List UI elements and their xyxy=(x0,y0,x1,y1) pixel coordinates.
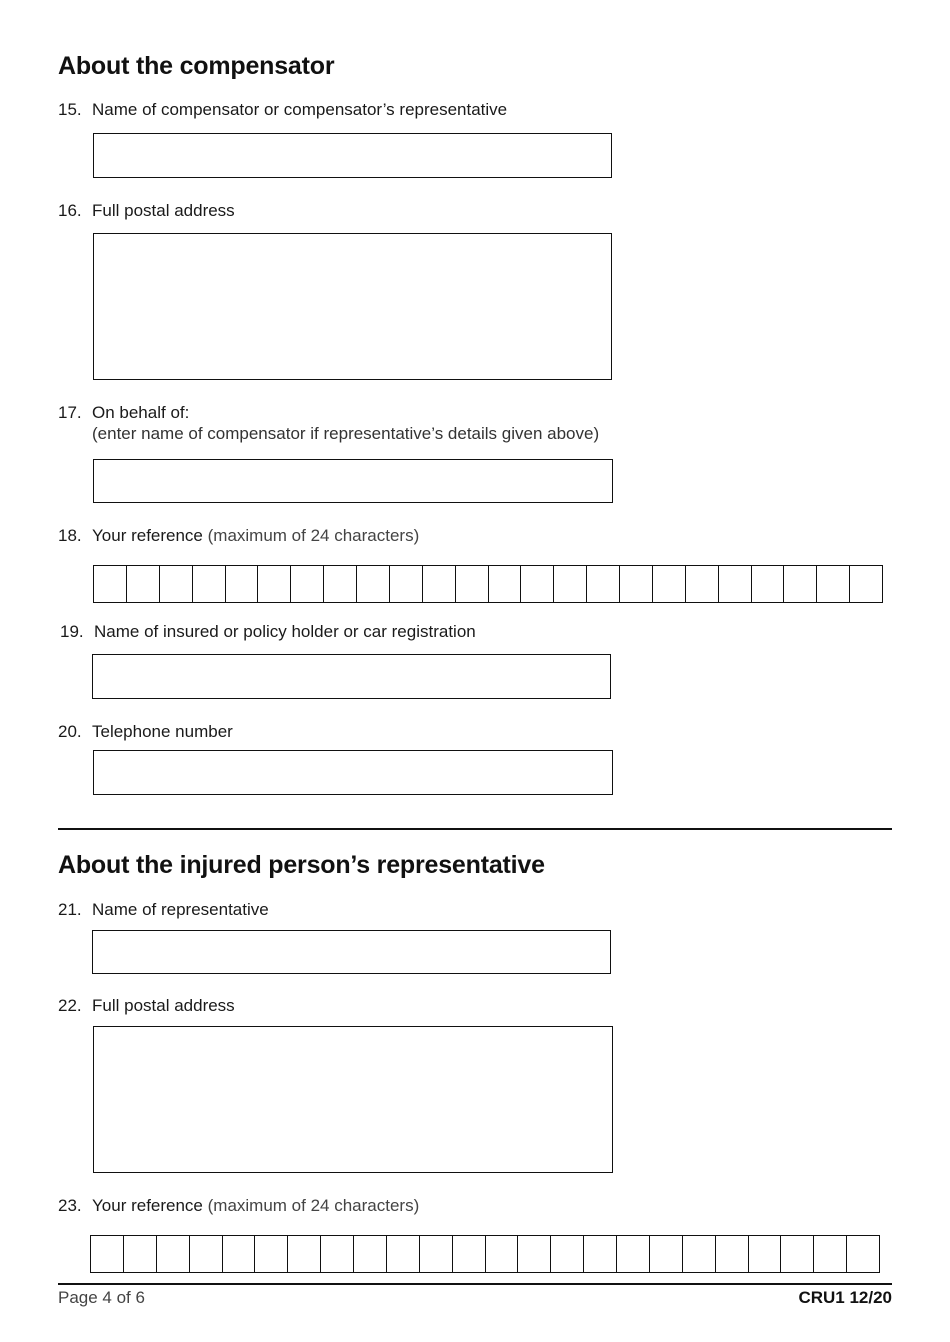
reference-character-cell[interactable] xyxy=(456,566,489,602)
question-number: 18. xyxy=(58,526,82,545)
reference-character-cell[interactable] xyxy=(321,1236,354,1272)
reference-character-cell[interactable] xyxy=(653,566,686,602)
reference-character-cell[interactable] xyxy=(453,1236,486,1272)
reference-character-cell[interactable] xyxy=(288,1236,321,1272)
reference-character-cell[interactable] xyxy=(650,1236,683,1272)
compensator-name-field[interactable] xyxy=(93,133,612,178)
question-23-label xyxy=(58,1196,419,1216)
reference-character-cell[interactable] xyxy=(489,566,522,602)
question-number: 21. xyxy=(58,900,82,919)
reference-character-cell[interactable] xyxy=(814,1236,847,1272)
form-code: CRU1 12/20 xyxy=(798,1288,892,1307)
reference-character-cell[interactable] xyxy=(749,1236,782,1272)
reference-character-cell[interactable] xyxy=(716,1236,749,1272)
reference-character-cell[interactable] xyxy=(752,566,785,602)
reference-character-cell[interactable] xyxy=(160,566,193,602)
question-hint: (maximum of 24 characters) xyxy=(207,526,420,545)
compensator-reference-cells[interactable] xyxy=(93,565,883,603)
reference-character-cell[interactable] xyxy=(291,566,324,602)
question-21-label xyxy=(58,900,269,920)
question-17-label xyxy=(58,403,189,423)
reference-character-cell[interactable] xyxy=(784,566,817,602)
reference-character-cell[interactable] xyxy=(850,566,883,602)
question-17-note: (enter name of compensator if representative’s details given above) xyxy=(92,424,600,443)
reference-character-cell[interactable] xyxy=(226,566,259,602)
question-16-label xyxy=(58,201,235,221)
reference-character-cell[interactable] xyxy=(157,1236,190,1272)
question-number: 15. xyxy=(58,100,82,119)
representative-reference-cells[interactable] xyxy=(90,1235,880,1273)
question-number: 17. xyxy=(58,403,82,422)
question-number: 16. xyxy=(58,201,82,220)
section-heading-compensator: About the compensator xyxy=(58,52,335,80)
question-text: Your reference xyxy=(92,526,203,545)
reference-character-cell[interactable] xyxy=(620,566,653,602)
reference-character-cell[interactable] xyxy=(420,1236,453,1272)
question-text: Your reference xyxy=(92,1196,203,1215)
on-behalf-of-field[interactable] xyxy=(93,459,613,503)
reference-character-cell[interactable] xyxy=(258,566,291,602)
reference-character-cell[interactable] xyxy=(781,1236,814,1272)
reference-character-cell[interactable] xyxy=(817,566,850,602)
reference-character-cell[interactable] xyxy=(551,1236,584,1272)
question-number: 19. xyxy=(60,622,84,641)
representative-address-field[interactable] xyxy=(93,1026,613,1173)
reference-character-cell[interactable] xyxy=(354,1236,387,1272)
reference-character-cell[interactable] xyxy=(847,1236,880,1272)
reference-character-cell[interactable] xyxy=(387,1236,420,1272)
insured-name-field[interactable] xyxy=(92,654,611,699)
reference-character-cell[interactable] xyxy=(683,1236,716,1272)
reference-character-cell[interactable] xyxy=(587,566,620,602)
question-text: Full postal address xyxy=(92,201,235,220)
question-text: On behalf of: xyxy=(92,403,190,422)
question-text: Name of compensator or compensator’s representative xyxy=(92,100,508,119)
question-15-label xyxy=(58,100,507,120)
question-text: Name of insured or policy holder or car registration xyxy=(94,622,476,641)
reference-character-cell[interactable] xyxy=(617,1236,650,1272)
reference-character-cell[interactable] xyxy=(554,566,587,602)
reference-character-cell[interactable] xyxy=(127,566,160,602)
reference-character-cell[interactable] xyxy=(686,566,719,602)
reference-character-cell[interactable] xyxy=(486,1236,519,1272)
reference-character-cell[interactable] xyxy=(357,566,390,602)
question-hint: (maximum of 24 characters) xyxy=(207,1196,420,1215)
question-20-label xyxy=(58,722,233,742)
reference-character-cell[interactable] xyxy=(584,1236,617,1272)
representative-name-field[interactable] xyxy=(92,930,611,974)
reference-character-cell[interactable] xyxy=(390,566,423,602)
reference-character-cell[interactable] xyxy=(521,566,554,602)
section-divider xyxy=(58,828,892,830)
compensator-address-field[interactable] xyxy=(93,233,612,380)
reference-character-cell[interactable] xyxy=(223,1236,256,1272)
reference-character-cell[interactable] xyxy=(324,566,357,602)
reference-character-cell[interactable] xyxy=(719,566,752,602)
question-19-label xyxy=(60,622,476,642)
question-number: 20. xyxy=(58,722,82,741)
reference-character-cell[interactable] xyxy=(124,1236,157,1272)
reference-character-cell[interactable] xyxy=(193,566,226,602)
question-number: 22. xyxy=(58,996,82,1015)
section-heading-representative: About the injured person’s representative xyxy=(58,851,545,879)
question-18-label xyxy=(58,526,419,546)
reference-character-cell[interactable] xyxy=(94,566,127,602)
reference-character-cell[interactable] xyxy=(518,1236,551,1272)
question-text: Telephone number xyxy=(92,722,233,741)
page-number: Page 4 of 6 xyxy=(58,1288,145,1307)
question-text: Name of representative xyxy=(92,900,269,919)
footer-rule xyxy=(58,1283,892,1285)
reference-character-cell[interactable] xyxy=(255,1236,288,1272)
question-text: Full postal address xyxy=(92,996,235,1015)
question-number: 23. xyxy=(58,1196,82,1215)
reference-character-cell[interactable] xyxy=(91,1236,124,1272)
telephone-field[interactable] xyxy=(93,750,613,795)
question-22-label xyxy=(58,996,235,1016)
reference-character-cell[interactable] xyxy=(190,1236,223,1272)
reference-character-cell[interactable] xyxy=(423,566,456,602)
